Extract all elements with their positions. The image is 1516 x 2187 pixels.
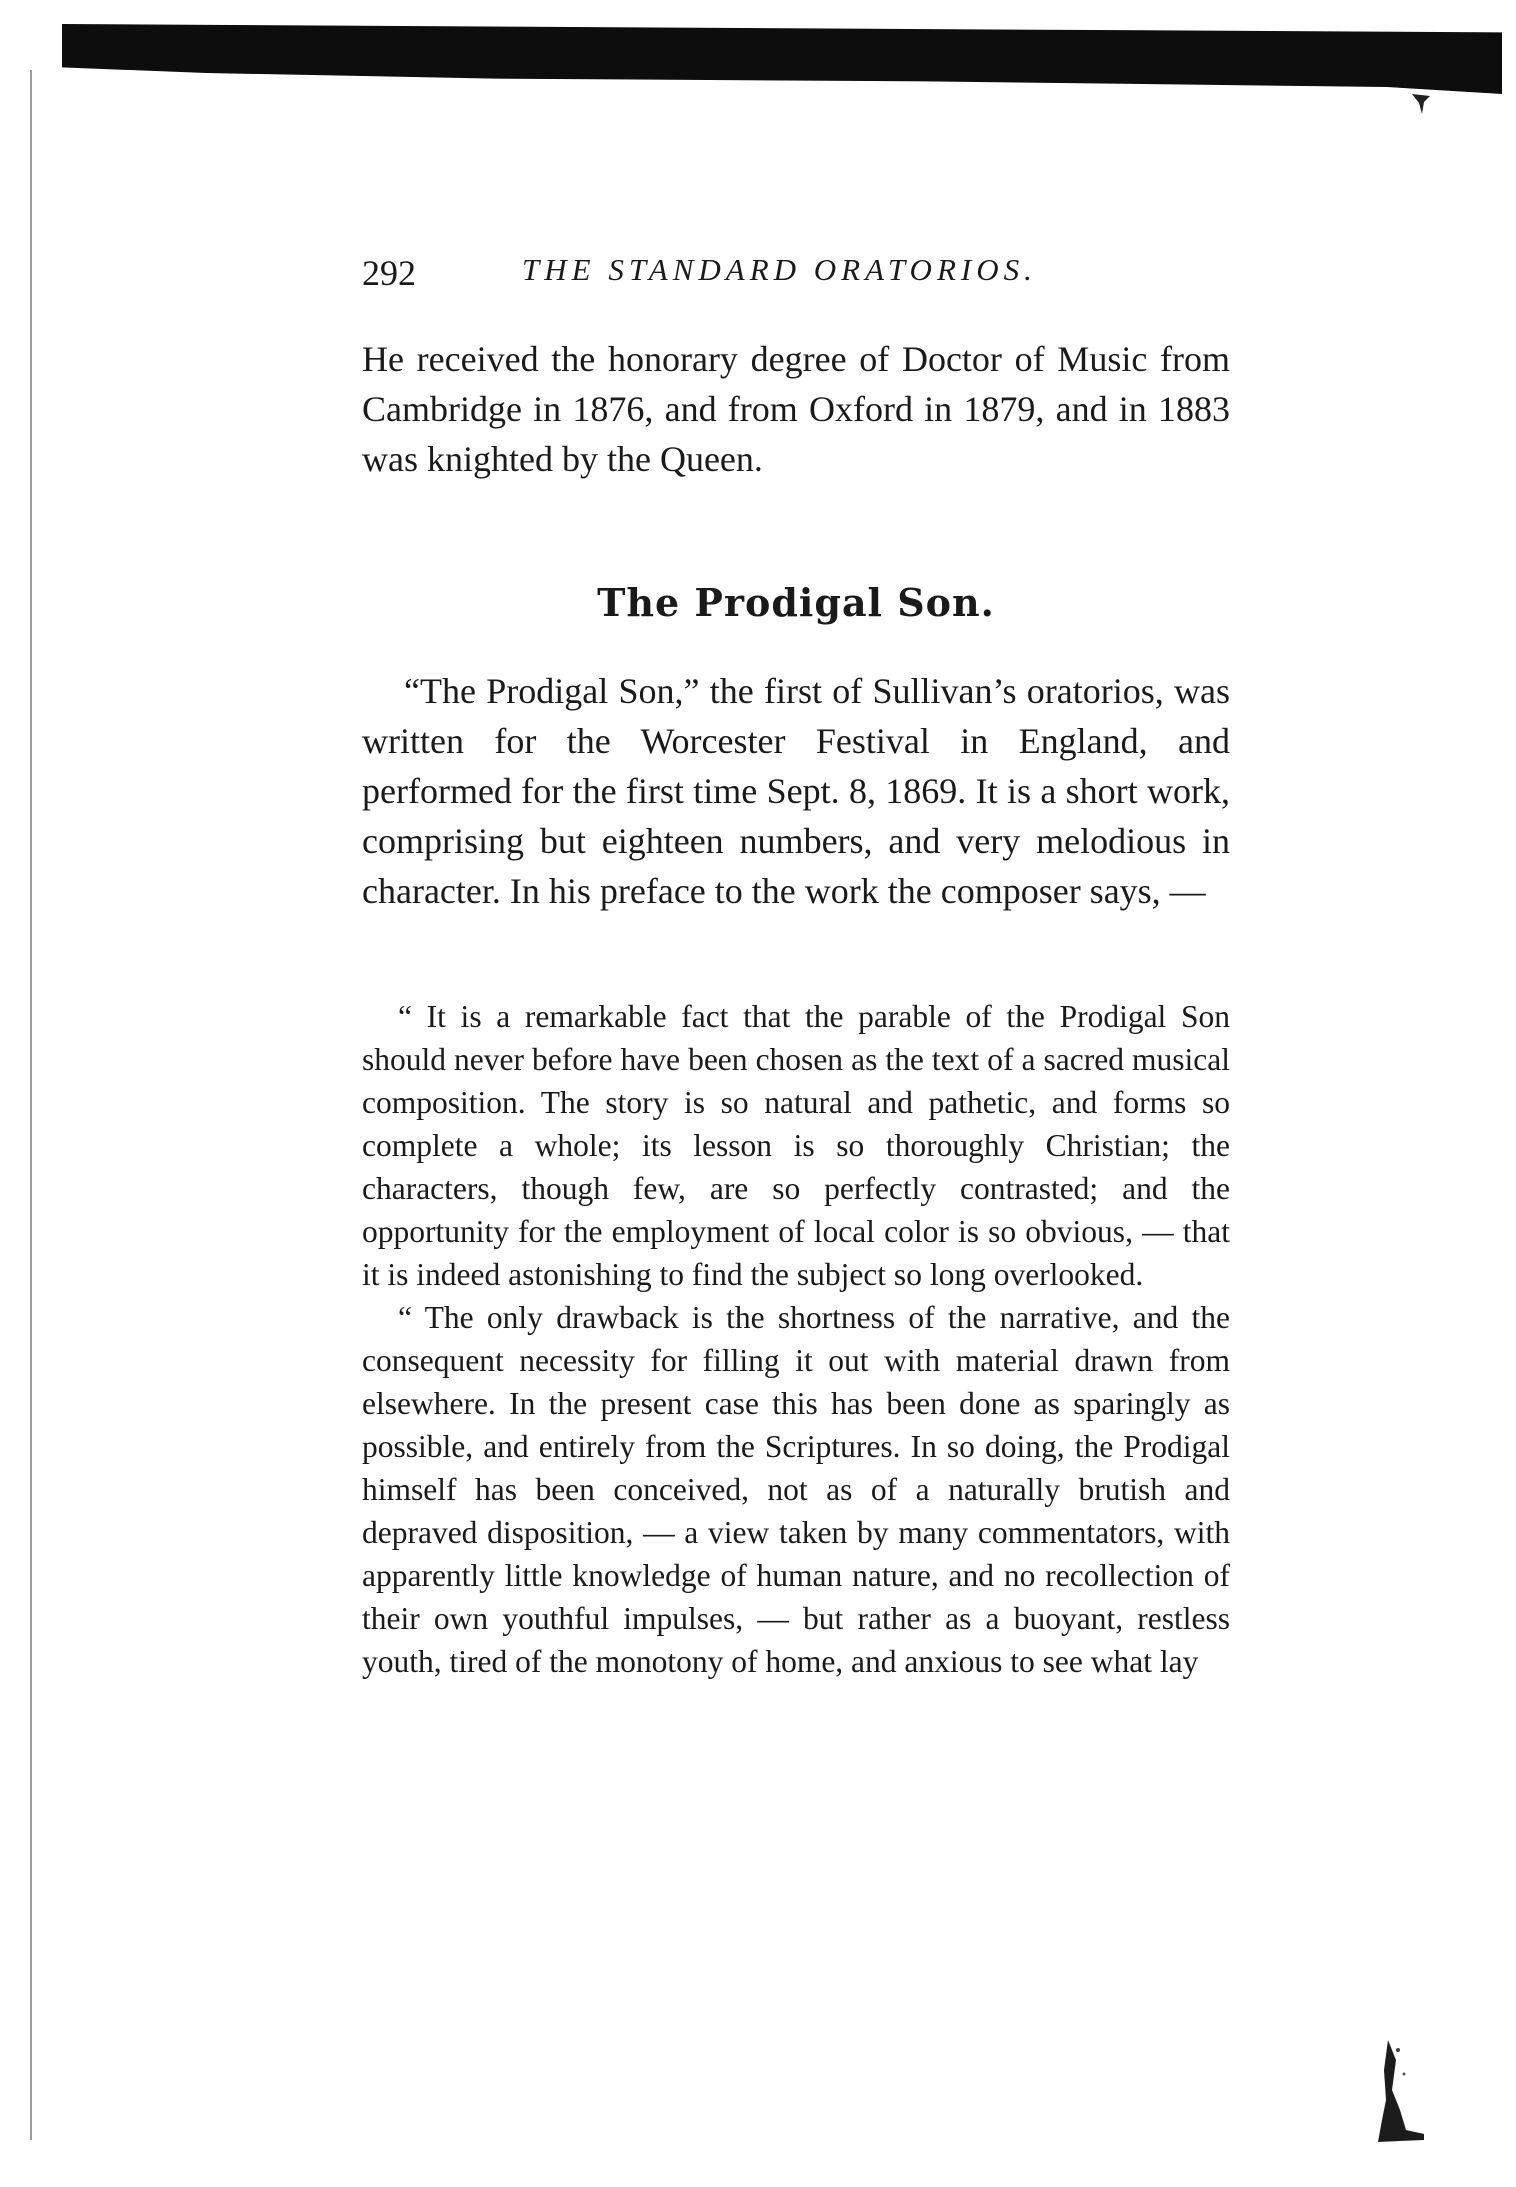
running-title: THE STANDARD ORATORIOS. [522,252,1037,287]
scan-edge-bar [62,24,1502,94]
quotation-block [362,995,1230,1683]
quotation-paragraph-2: “ The only drawback is the shortness of the narrative, and the consequent necessity for filling it out with material drawn from elsewhere. In the present case this has been done as sparingly as possible, and entirely from the Scriptures. In so doing, the Prodigal himself has been conceived, not as of a naturally brutish and depraved disposition, — a view taken by many commentators, with apparently little knowledge of human nature, and no recollection of their own youthful impulses, — but rather as a buoyant, restless youth, tired of the monotony of home, and anxious to see what lay [362,1300,1230,1679]
page-number: 292 [362,253,416,293]
quotation-paragraph-1: “ It is a remarkable fact that the parable of the Prodigal Son should never before have been chosen as the text of a sacred musical composition. The story is so natural and pathetic, and forms so complete a whole; its lesson is so thoroughly Christian; the characters, though few, are so perfectly contrasted; and the opportunity for the employment of local color is so obvious, — that it is indeed astonishing to find the subject so long overlooked. [362,999,1230,1292]
ink-smudge [1358,2030,1428,2150]
section-heading: The Prodigal Son. [597,580,995,625]
section-paragraph: “The Prodigal Son,” the first of Sullivan’s oratorios, was written for the Worcester Festival in England, and performed for the first time Sept. 8, 1869. It is a short work, comprising but eighteen numbers, and very melodious in character. In his preface to the work the composer says, — [362,671,1230,911]
ink-speck [1410,92,1432,116]
intro-block [362,334,1230,484]
page-gutter-line [30,70,32,2140]
intro-paragraph: He received the honorary degree of Doctor of Music from Cambridge in 1876, and from Oxford in 1879, and in 1883 was knighted by the Queen. [362,339,1230,479]
section-body [362,666,1230,916]
running-head [362,252,1230,302]
